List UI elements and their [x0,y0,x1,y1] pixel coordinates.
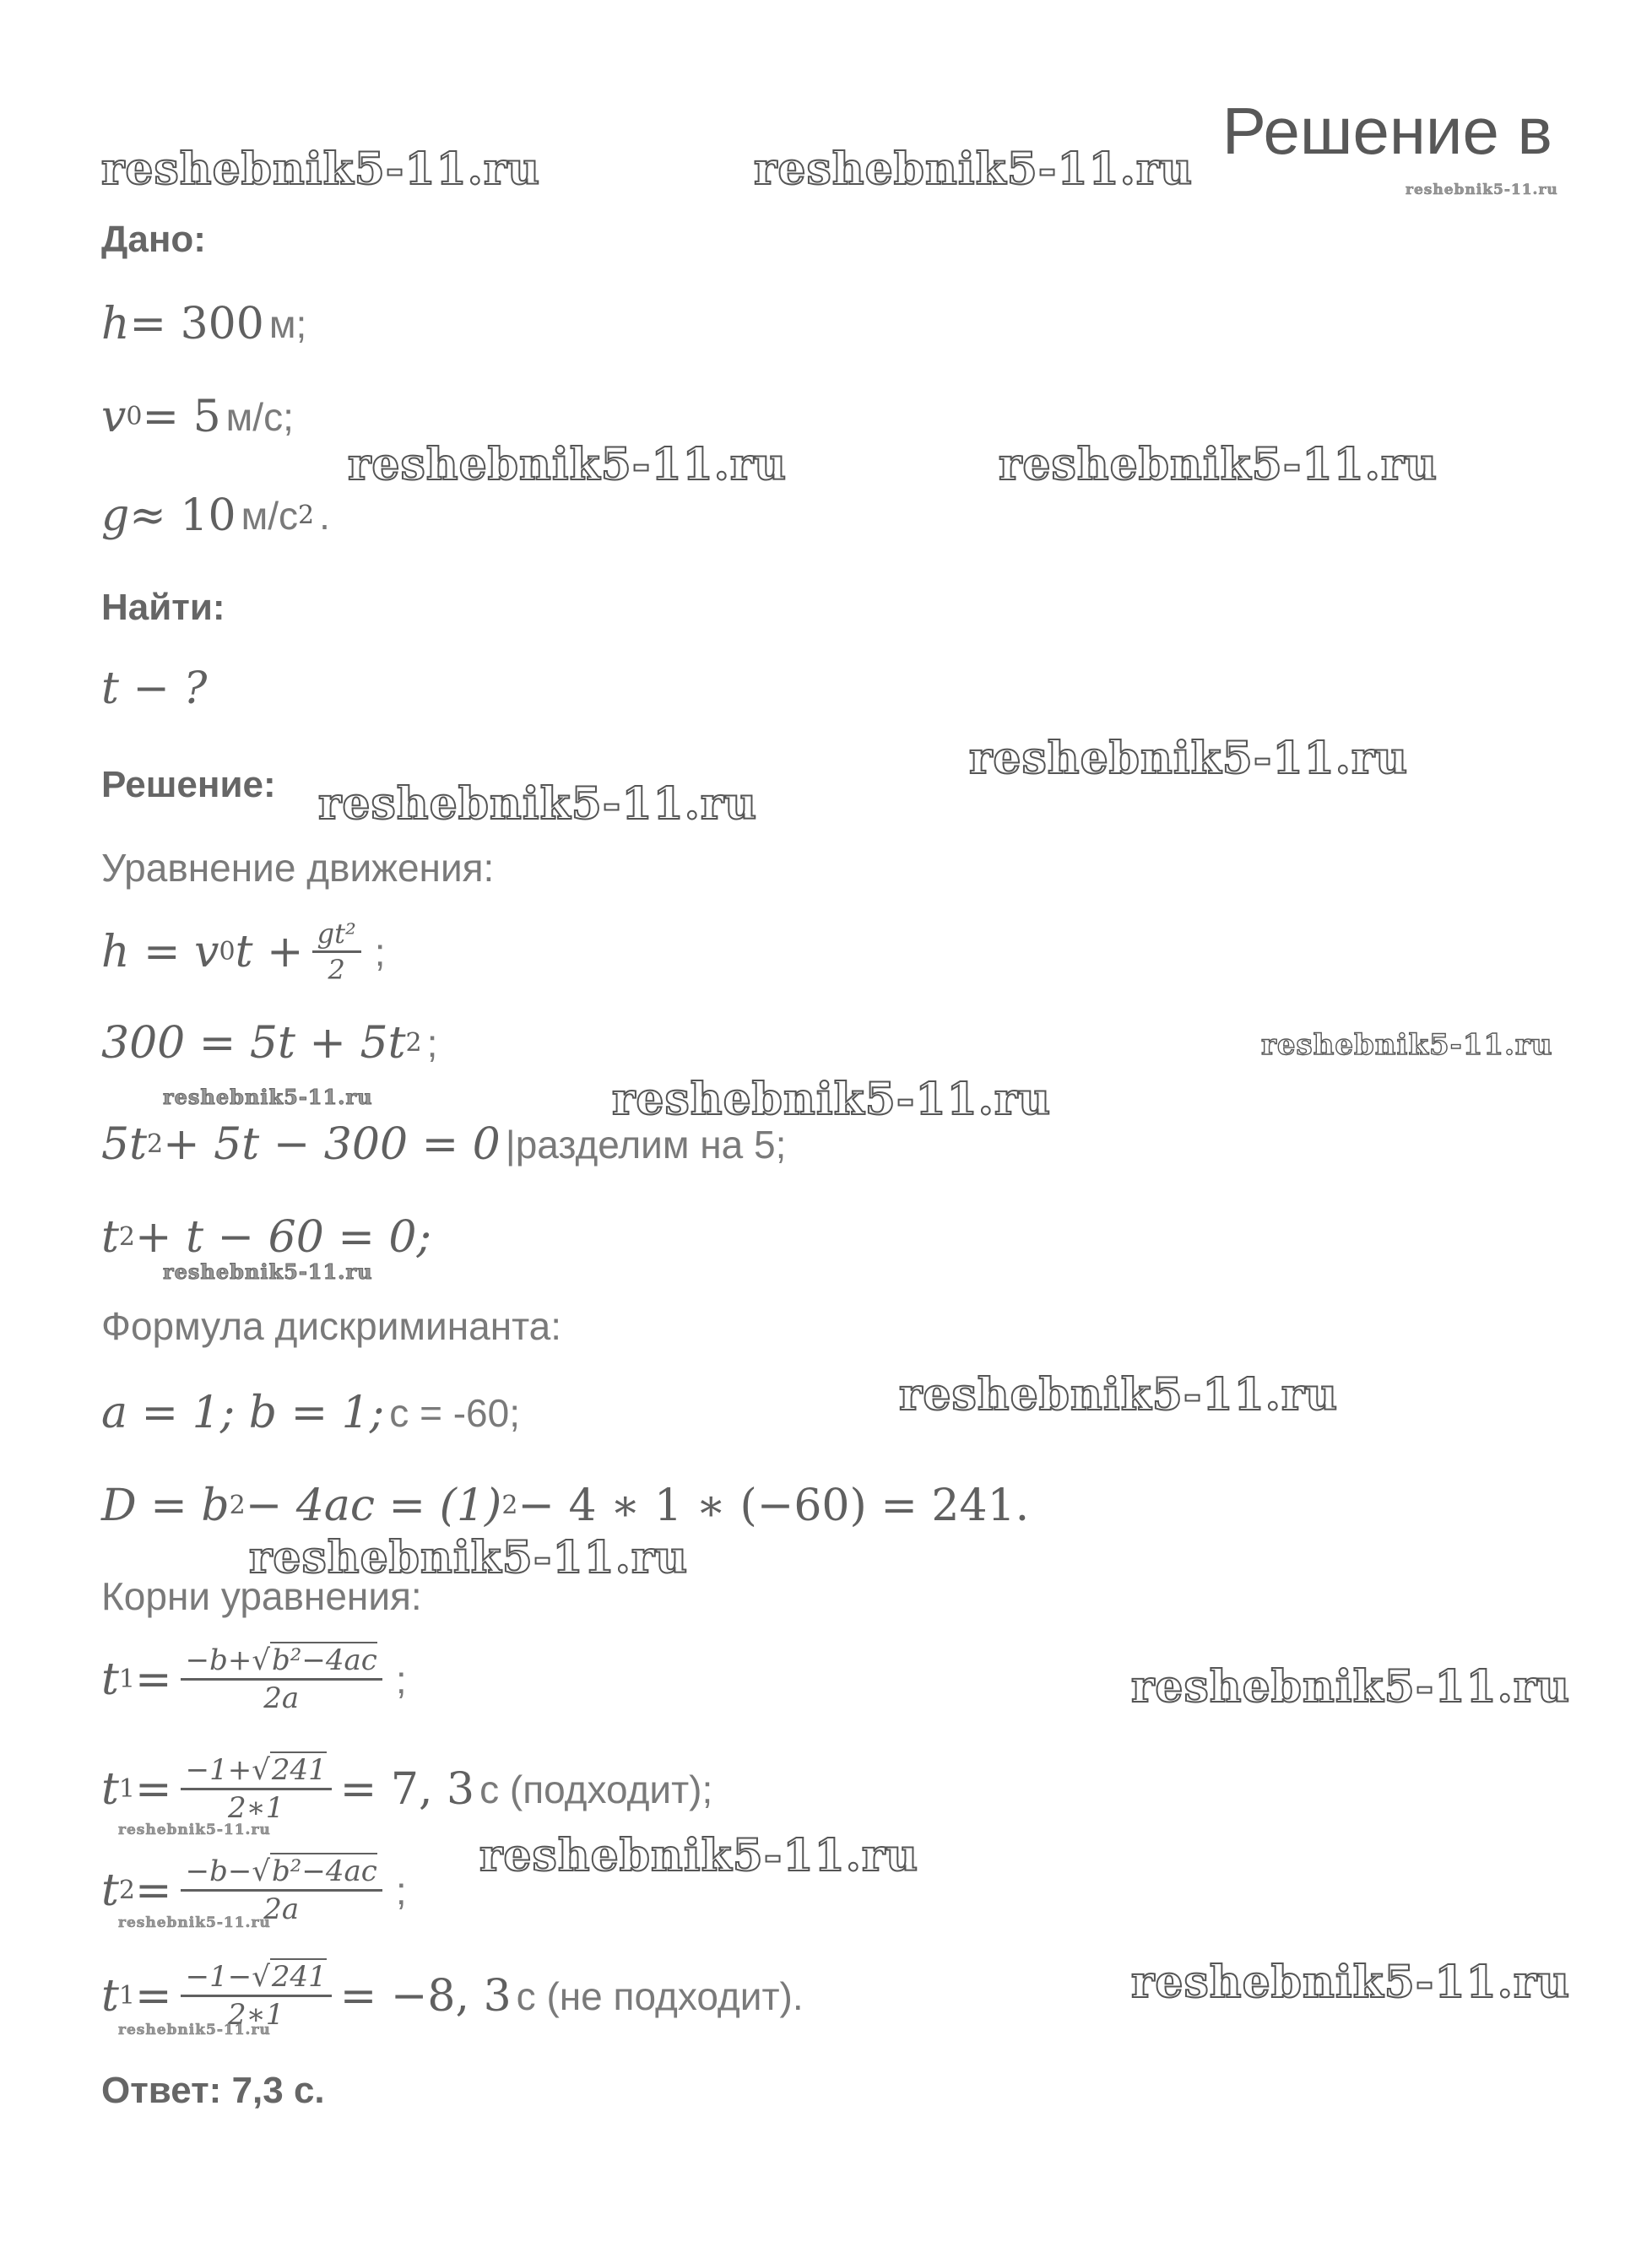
watermark: reshebnik5-11.ru [899,1369,1339,1421]
watermark: reshebnik5-11.ru [999,439,1438,490]
given-heading: Дано: [101,219,206,260]
watermark: reshebnik5-11.ru [118,1914,271,1931]
watermark: reshebnik5-11.ru [163,1085,373,1109]
watermark: reshebnik5-11.ru [1131,1661,1571,1713]
equation-reduced: t 2 + t − 60 = 0; [101,1212,432,1263]
equation-title: Уравнение движения: [101,846,495,890]
discriminant-value: D = b 2 − 4ac = (1) 2 − 4 ∗ 1 ∗ (−60) = 241. [101,1481,1030,1531]
find-heading: Найти: [101,587,225,628]
root2-formula: t 2 = $\frac{\text{−b−√b²−4ac}}{2a}$ ; [101,1854,407,1926]
watermark: reshebnik5-11.ru [969,733,1409,784]
equation-motion: h = v 0 t + $\frac{\text{gt²}}{2}$ ; [101,918,386,986]
watermark: reshebnik5-11.ru [101,143,541,195]
discriminant-title: Формула дискриминанта: [101,1304,562,1348]
root2-value: t 1 = $\frac{-1-√241}{2∗1}$ = −8, 3 с (не подходит). [101,1960,804,2032]
answer: Ответ: 7,3 с. [101,2070,325,2111]
given-v0: v 0 = 5 м/с; [101,392,294,442]
roots-title: Корни уравнения: [101,1574,422,1618]
watermark: reshebnik5-11.ru [163,1259,373,1284]
watermark: reshebnik5-11.ru [754,143,1194,195]
watermark: reshebnik5-11.ru [479,1830,919,1881]
watermark: reshebnik5-11.ru [249,1532,689,1584]
root1-formula: t 1 = $\frac{\text{−b+√b²−4ac}}{2a}$ ; [101,1643,407,1715]
find-target: t − ? [101,663,208,714]
page-title: Решение в [1221,94,1552,168]
watermark: reshebnik5-11.ru [318,778,758,830]
watermark: reshebnik5-11.ru [348,439,788,490]
watermark: reshebnik5-11.ru [1406,181,1558,198]
coefficients: a = 1; b = 1; c = -60; [101,1388,520,1438]
watermark: reshebnik5-11.ru [1261,1028,1553,1062]
equation-quadratic: 5t 2 + 5t − 300 = 0 |разделим на 5; [101,1119,787,1170]
solution-heading: Решение: [101,764,276,805]
solution-document [101,0,1536,2263]
equation-substituted: 300 = 5t + 5t 2 ; [101,1018,438,1069]
given-g: g ≈ 10 м/с 2 . [101,490,330,541]
root1-value: t 1 = $\frac{-1+√241}{2∗1}$ = 7, 3 с (подходит); [101,1753,713,1825]
watermark: reshebnik5-11.ru [1131,1957,1571,2008]
watermark: reshebnik5-11.ru [118,1822,271,1838]
given-h: h = 300 м; [101,299,307,349]
watermark: reshebnik5-11.ru [612,1074,1052,1125]
watermark: reshebnik5-11.ru [118,2022,271,2038]
